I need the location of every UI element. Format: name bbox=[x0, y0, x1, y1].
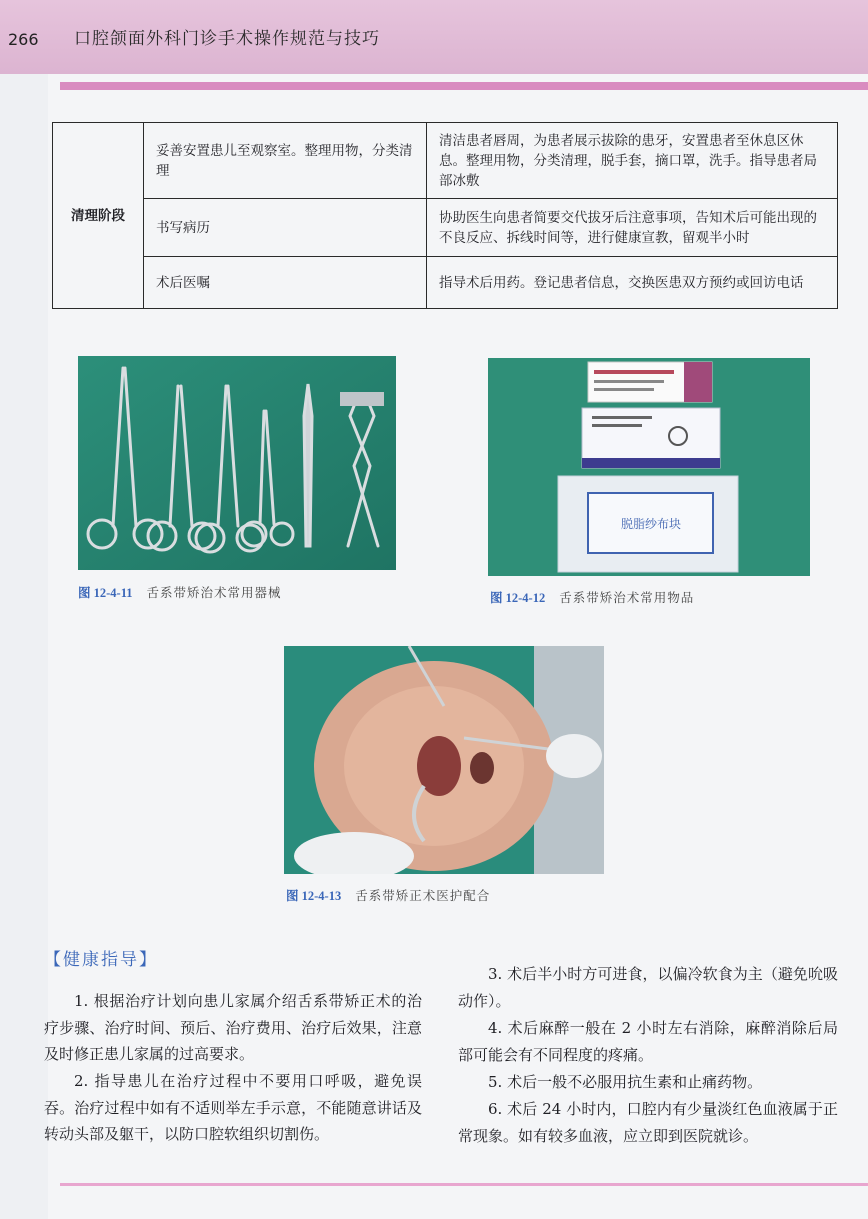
table-row bbox=[53, 199, 838, 257]
page-header bbox=[0, 0, 868, 74]
figure-number: 图 12-4-11 bbox=[78, 586, 133, 600]
guidance-item: 2. 指导患儿在治疗过程中不要用口呼吸，避免误吞。治疗过程中如有不适则举左手示意，不能随意讲话及转动头部及躯干，以防口腔软组织切割伤。 bbox=[44, 1072, 422, 1143]
guidance-item: 3. 术后半小时方可进食，以偏冷软食为主（避免吮吸动作）。 bbox=[458, 965, 838, 1010]
figure-caption-13 bbox=[286, 886, 490, 904]
figure-caption-11 bbox=[78, 583, 282, 601]
supplies-photo bbox=[488, 358, 810, 576]
book-title: 口腔颌面外科门诊手术操作规范与技巧 bbox=[74, 29, 380, 49]
guidance-item: 6. 术后 24 小时内，口腔内有少量淡红色血液属于正常现象。如有较多血液，应立即到医院就诊。 bbox=[458, 1100, 838, 1145]
figure-number: 图 12-4-13 bbox=[286, 889, 342, 903]
guidance-item: 4. 术后麻醉一般在 2 小时左右消除，麻醉消除后局部可能会有不同程度的疼痛。 bbox=[458, 1019, 838, 1064]
table-row bbox=[53, 257, 838, 309]
procedure-photo bbox=[284, 646, 604, 874]
instruments-photo bbox=[78, 356, 396, 570]
figure-caption-text: 舌系带矫治术常用物品 bbox=[559, 590, 695, 605]
footer-divider bbox=[60, 1183, 868, 1186]
doctor-cell: 术后医嘱 bbox=[144, 257, 427, 309]
left-margin bbox=[0, 74, 48, 1219]
figure-number: 图 12-4-12 bbox=[490, 591, 546, 605]
guidance-item: 5. 术后一般不必服用抗生素和止痛药物。 bbox=[488, 1073, 763, 1091]
figure-caption-text: 舌系带矫正术医护配合 bbox=[355, 888, 491, 903]
figure-caption-text: 舌系带矫治术常用器械 bbox=[146, 585, 282, 600]
guidance-item: 1. 根据治疗计划向患儿家属介绍舌系带矫正术的治疗步骤、治疗时间、预后、治疗费用、治疗后效果，注意及时修正患儿家属的过高要求。 bbox=[44, 992, 422, 1063]
nurse-cell: 协助医生向患者简要交代拔牙后注意事项，告知术后可能出现的不良反应、拆线时间等，进行健康宣教，留观半小时 bbox=[427, 199, 838, 257]
doctor-cell: 书写病历 bbox=[144, 199, 427, 257]
table-row bbox=[53, 123, 838, 199]
procedure-table bbox=[52, 122, 838, 309]
nurse-cell: 清洁患者唇周，为患者展示拔除的患牙，安置患者至休息区休息。整理用物，分类清理，脱手套，摘口罩，洗手。指导患者局部冰敷 bbox=[427, 123, 838, 199]
doctor-cell: 妥善安置患儿至观察室。整理用物，分类清理 bbox=[144, 123, 427, 199]
package-label: 脱脂纱布块 bbox=[620, 517, 682, 531]
page-number: 266 bbox=[8, 30, 39, 49]
nurse-cell: 指导术后用药。登记患者信息，交换医患双方预约或回访电话 bbox=[427, 257, 838, 309]
figure-caption-12 bbox=[490, 588, 694, 606]
health-guidance-heading: 【健康指导】 bbox=[44, 950, 158, 970]
header-divider bbox=[60, 82, 868, 90]
stage-cell: 清理阶段 bbox=[53, 123, 144, 309]
